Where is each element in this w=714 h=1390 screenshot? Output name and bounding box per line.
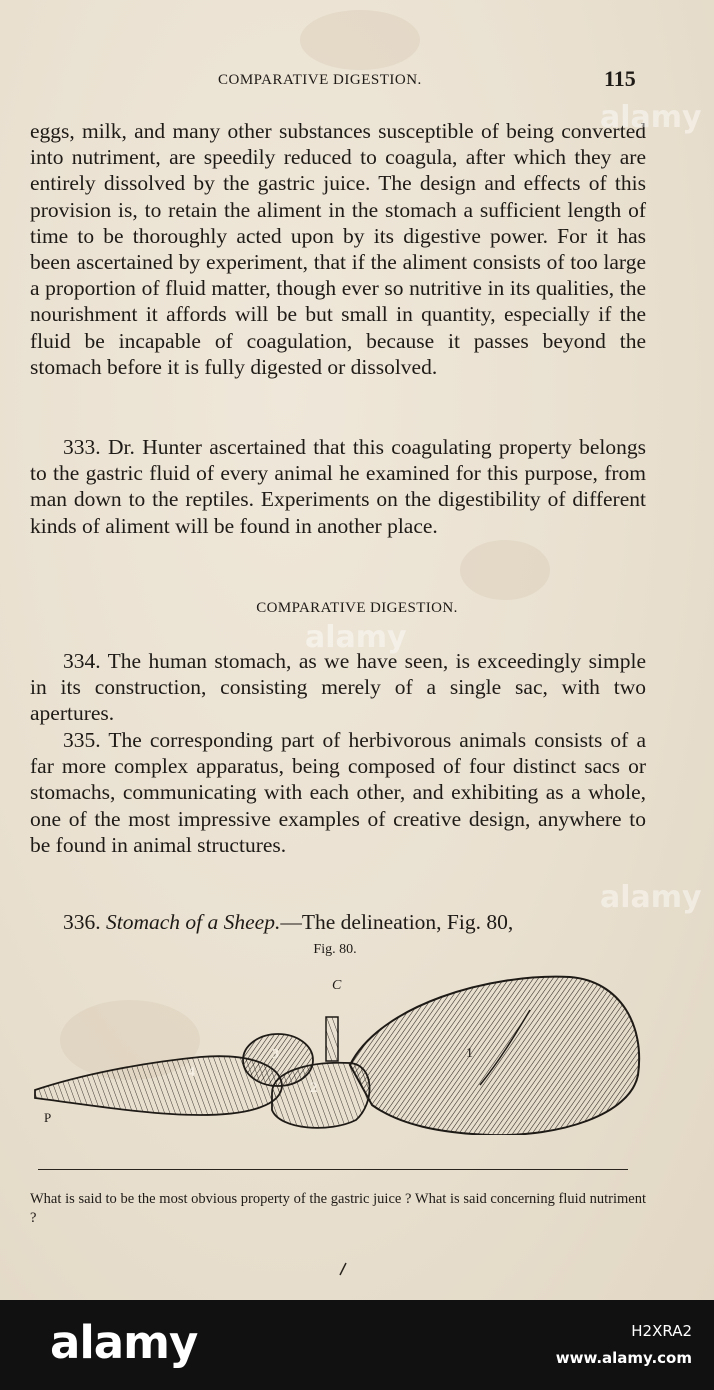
paper-stain: [300, 10, 420, 70]
paragraph-336-number: 336.: [63, 910, 101, 934]
paragraph-335: 335. The corresponding part of herbivorous animals consists of a far more complex apparatus, being composed of four distinct sacs or stomachs, communicating with each other, and exhibiting as a whole, one of the most impressive examples of creative design, anywhere to be found in animal structures.: [30, 728, 646, 857]
stray-ink-mark: [338, 1262, 348, 1276]
label-2: 2: [310, 1080, 318, 1096]
running-title: COMPARATIVE DIGESTION.: [218, 72, 422, 88]
paragraph-333: 333. Dr. Hunter ascertained that this coagulating property belongs to the gastric fluid of every animal he examined for this purpose, from man down to the reptiles. Experiments on the digestibility of different kinds of aliment will be found in another place.: [30, 435, 646, 538]
paragraph-continued: eggs, milk, and many other substances susceptible of being converted into nutriment, are speedily reduced to coagula, after which they are entirely dissolved by the gastric juice. The design and effects of this provision is, to retain the aliment in the stomach a sufficient length of time to be thoroughly acted upon by its digestive power. For it has been ascertained by experiment, that if the aliment consists of too large a proportion of fluid matter, though ever so nutritive in its qualities, the nourishment it affords will be but small in quantity, especially if the fluid be incapable of coagulation, because it passes beyond the stomach before it is fully digested or dissolved.: [30, 119, 646, 379]
paragraph-334: 334. The human stomach, as we have seen, is exceedingly simple in its construction, consisting merely of a single sac, with two apertures.: [30, 649, 646, 726]
paragraph-336-title: Stomach of a Sheep.: [106, 910, 281, 934]
figure-label: Fig. 80.: [313, 942, 357, 957]
label-1: 1: [466, 1046, 473, 1061]
reticulum: [272, 1063, 370, 1128]
label-3: 3: [272, 1047, 279, 1062]
footer-questions: What is said to be the most obvious property of the gastric juice ? What is said concerning fluid nutriment ?: [30, 1191, 646, 1226]
alamy-logo: alamy: [50, 1316, 198, 1369]
paragraph-336: [30, 909, 646, 935]
label-4: 4: [188, 1065, 195, 1080]
site-url: www.alamy.com: [555, 1349, 692, 1367]
section-heading: COMPARATIVE DIGESTION.: [256, 600, 458, 616]
label-c: C: [332, 978, 342, 993]
paragraph-336-text: —The delineation, Fig. 80,: [280, 910, 514, 934]
oesophagus: [326, 1017, 338, 1061]
footer-rule: [38, 1169, 628, 1170]
label-p: P: [44, 1110, 52, 1125]
rumen: [350, 977, 639, 1135]
watermark-overlay: alamy: [305, 620, 407, 655]
image-id: H2XRA2: [631, 1322, 692, 1340]
page-number: 115: [604, 66, 636, 91]
paper-stain: [460, 540, 550, 600]
running-head: [0, 66, 714, 96]
sheep-stomach-illustration: [20, 965, 660, 1135]
watermark-overlay: alamy: [600, 100, 702, 135]
watermark-overlay: alamy: [600, 880, 702, 915]
